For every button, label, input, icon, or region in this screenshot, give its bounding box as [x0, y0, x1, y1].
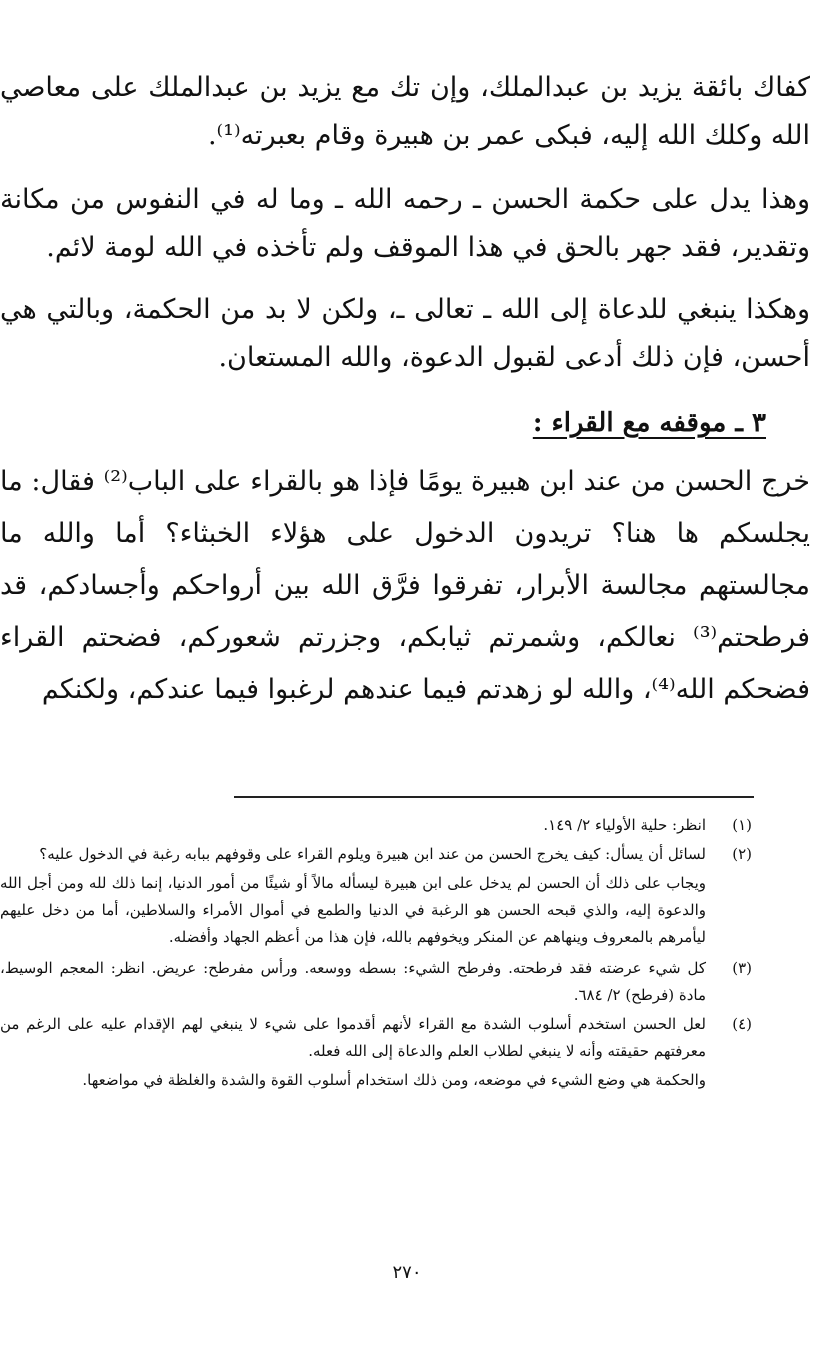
page-number: ٢٧٠	[392, 1262, 422, 1283]
footnote-1	[0, 812, 760, 839]
footnote-2	[0, 841, 760, 868]
footnote-separator	[234, 796, 754, 798]
body-paragraph-1: كفاك بائقة يزيد بن عبدالملك، وإن تك مع يزيد بن عبدالملك على معاصي الله وكلك الله إليه، فبكى عمر بن هبيرة وقام بعبرته⁽¹⁾.	[0, 72, 810, 151]
section-paragraph: خرج الحسن من عند ابن هبيرة يومًا فإذا هو بالقراء على الباب⁽²⁾ فقال: ما يجلسكم ها هنا؟ تريدون الدخول على هؤلاء الخبثاء؟ أما والله ما مجالستهم مجالسة الأبرار، تفرقوا فرَّق الله بين أرواحكم وأجسادكم، قد فرطحتم⁽³⁾ نعالكم، وشمرتم ثيابكم، وجزرتم شعوركم، فضحتم القراء فضحكم الله⁽⁴⁾، والله لو زهدتم فيما عندهم لرغبوا فيما عندكم، ولكنكم	[0, 466, 810, 705]
footnote-text: لعل الحسن استخدم أسلوب الشدة مع القراء لأنهم أقدموا على شيء لا ينبغي لهم الإقدام عليه على الرغم من معرفتهم حقيقته وأنه لا ينبغي لطلاب العلم والدعاة إلى الله فعله.	[0, 1015, 706, 1060]
footnote-text: انظر: حلية الأولياء ٢/ ١٤٩.	[543, 816, 706, 834]
footnotes	[0, 812, 760, 1098]
footnote-4-continuation: والحكمة هي وضع الشيء في موضعه، ومن ذلك استخدام أسلوب القوة والشدة والغلظة في مواضعها.	[82, 1071, 706, 1089]
footnote-number: (٢)	[732, 845, 752, 863]
footnote-number: (١)	[732, 816, 752, 834]
footnote-number: (٤)	[732, 1015, 752, 1033]
body-paragraph-2: وهذا يدل على حكمة الحسن ـ رحمه الله ـ وما له في النفوس من مكانة وتقدير، فقد جهر بالحق في هذا الموقف ولم تأخذه في الله لومة لائم.	[0, 184, 810, 263]
footnote-text: كل شيء عرضته فقد فرطحته. وفرطح الشيء: بسطه ووسعه. ورأس مفرطح: عريض. انظر: المعجم الوسيط، مادة (فرطح) ٢/ ٦٨٤.	[0, 959, 706, 1004]
footnote-3	[0, 955, 760, 1009]
footnote-text: لسائل أن يسأل: كيف يخرج الحسن من عند ابن هبيرة ويلوم القراء على وقوفهم ببابه رغبة في الدخول عليه؟	[39, 845, 706, 863]
footnote-2-continuation: ويجاب على ذلك أن الحسن لم يدخل على ابن هبيرة ليسأله مالاً أو شيئًا من أمور الدنيا، إنما ذلك لله ومن أجل الله والدعوة إليه، والذي قبحه الحسن هو الرغبة في الدنيا والطمع في أموال الأمراء والسلاطين، أما من دخل عليهم ليأمرهم بالمعروف وينهاهم عن المنكر ويخوفهم بالله، فإن هذا من أعظم الجهاد وأفضله.	[0, 874, 706, 946]
body-paragraph-3: وهكذا ينبغي للدعاة إلى الله ـ تعالى ـ، ولكن لا بد من الحكمة، وبالتي هي أحسن، فإن ذلك أدعى لقبول الدعوة، والله المستعان.	[0, 294, 810, 373]
section-heading: ٣ ـ موقفه مع القراء :	[532, 408, 766, 438]
footnote-number: (٣)	[732, 959, 752, 977]
footnote-4	[0, 1011, 760, 1065]
